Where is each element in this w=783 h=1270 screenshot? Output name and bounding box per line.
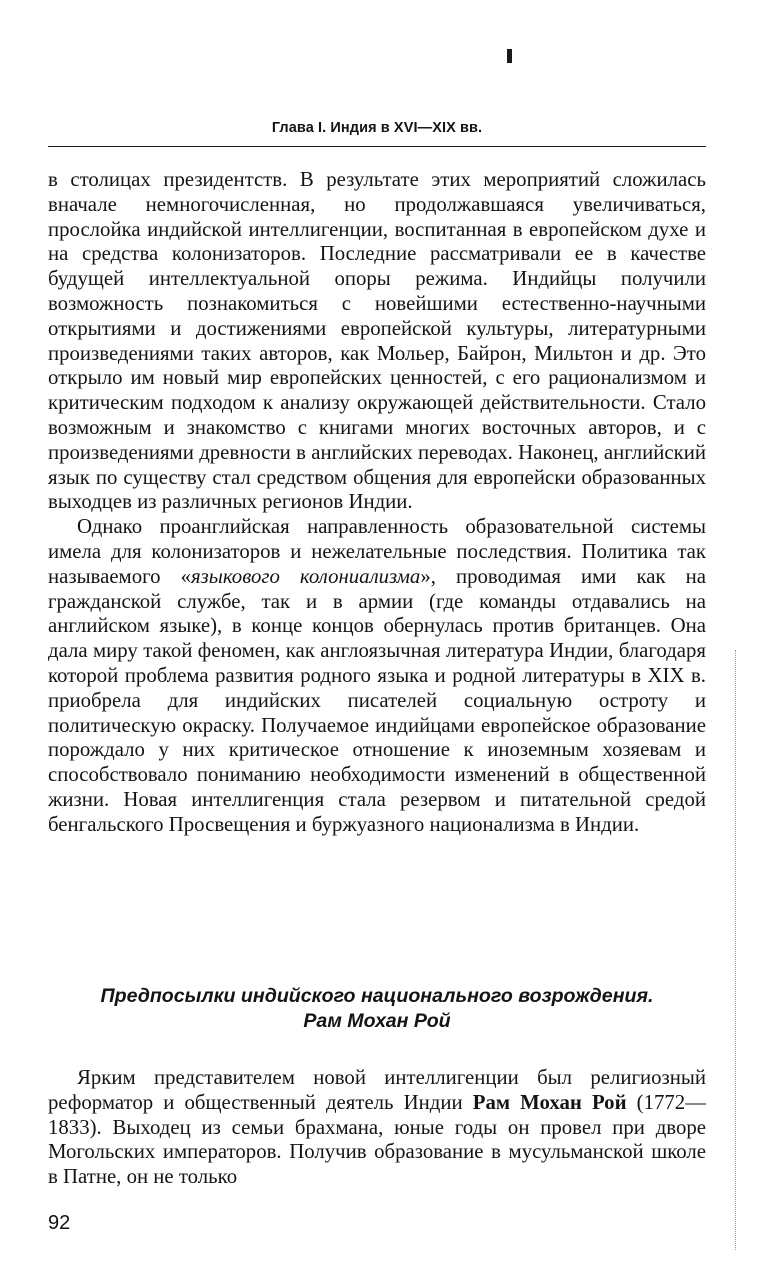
scan-edge-line <box>735 650 737 1250</box>
paragraph-3-rest: (1772—1833). Выходец из семьи брахмана, юные годы он провел при дворе Могольских императоров. Получив образование в мусульманской школе в Патне, он не только <box>48 1090 706 1189</box>
section-heading-line-1: Предпосылки индийского национального возрождения. <box>100 985 654 1007</box>
print-mark <box>507 49 512 63</box>
person-name: Рам Мохан Рой <box>472 1090 627 1114</box>
paragraph-2 <box>48 515 706 837</box>
section-heading <box>48 984 706 1034</box>
main-text <box>48 168 706 838</box>
running-head: Глава I. Индия в XVI—XIX вв. <box>271 120 483 136</box>
paragraph-3 <box>48 1066 706 1190</box>
paragraph-2-start: Однако проанглийская направленность образовательной системы имела для колонизаторов и нежелательные последствия. Политика так называемого « <box>48 515 706 588</box>
header-rule <box>48 146 706 147</box>
emphasized-term: языкового колониализма <box>191 564 421 588</box>
page-number: 92 <box>48 1212 71 1234</box>
section-heading-line-2: Рам Мохан Рой <box>303 1010 451 1032</box>
paragraph-3-start: Ярким представителем новой интеллигенции был религиозный реформатор и общественный деятель Индии <box>48 1066 706 1114</box>
section-text <box>48 1066 706 1190</box>
paragraph-1: в столицах президентств. В результате этих мероприятий сложилась вначале немногочисленная, но продолжавшаяся увеличиваться, прослойка индийской интеллигенции, воспитанная в европейском духе и на средства колонизаторов. Последние рассматривали ее в качестве будущей интеллектуальной опоры режима. Индийцы получили возможность познакомиться с новейшими естественно-научными открытиями и достижениями европейской культуры, литературными произведениями таких авторов, как Мольер, Байрон, Мильтон и др. Это открыло им новый мир европейских ценностей, с его рационализмом и критическим подходом к анализу окружающей действительности. Стало возможным и знакомство с книгами многих восточных авторов, и с произведениями древности в английских переводах. Наконец, английский язык по существу стал средством общения для европейски образованных выходцев из различных регионов Индии. <box>48 168 706 514</box>
paragraph-2-rest: », проводимая ими как на гражданской службе, так и в армии (где команды отдавались на английском языке), в конце концов обернулась против британцев. Она дала миру такой феномен, как англоязычная литература Индии, благодаря которой проблема развития родного языка и родной литературы в XIX в. приобрела для индийских писателей социальную остроту и политическую окраску. Получаемое индийцами европейское образование порождало у них критическое отношение к иноземным хозяевам и способствовало пониманию необходимости изменений в общественной жизни. Новая интеллигенция стала резервом и питательной средой бенгальского Просвещения и буржуазного национализма в Индии. <box>48 564 706 836</box>
